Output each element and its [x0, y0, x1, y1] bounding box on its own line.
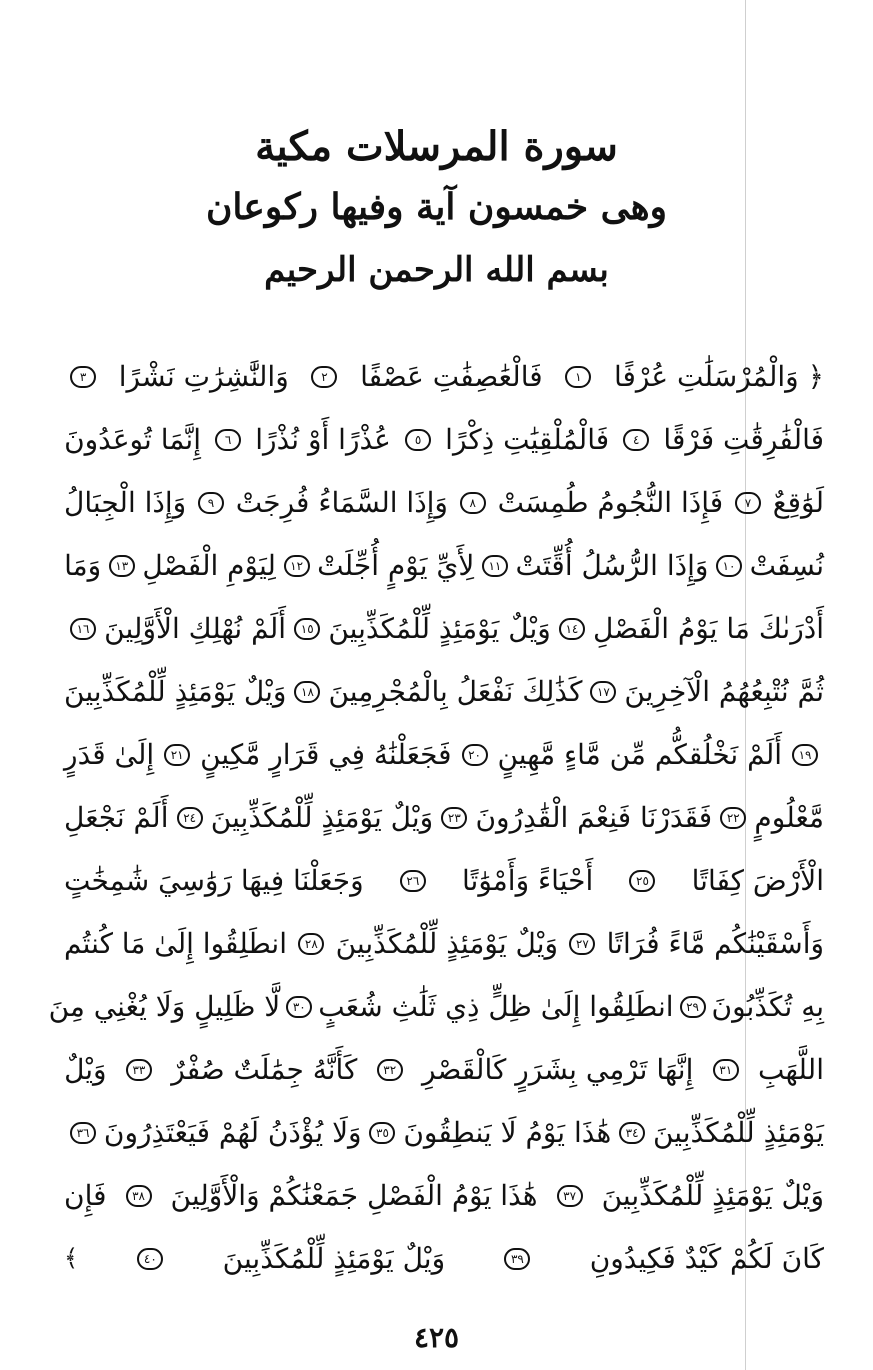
ayah-number-marker: ٢٧: [569, 933, 595, 955]
ayah-number-marker: ١٣: [109, 555, 135, 577]
verse-line: [64, 471, 824, 534]
ayah-number-marker: ٢٣: [441, 807, 467, 829]
verse-text: وَمَا: [64, 549, 102, 582]
verse-line: [64, 345, 824, 408]
verse-text: وَيْلٌ يَوْمَئِذٍ لِّلْمُكَذِّبِينَ: [601, 1179, 824, 1212]
verse-text: اللَّهَبِ: [758, 1053, 824, 1086]
ayah-number-marker: ١: [565, 366, 591, 388]
page-number: ٤٢٥: [413, 1321, 460, 1354]
verse-line: [64, 1038, 824, 1101]
ayah-number-marker: ٣٦: [70, 1122, 96, 1144]
ayah-number-marker: ٣٠: [286, 996, 312, 1018]
ayah-number-marker: ٢٦: [400, 870, 426, 892]
verse-line: [64, 1164, 824, 1227]
ayah-number-marker: ٢٥: [629, 870, 655, 892]
verse-text: أَدْرَىٰكَ مَا يَوْمُ الْفَصْلِ: [593, 612, 824, 645]
ayah-number-marker: ٢١: [164, 744, 190, 766]
verse-text: وَإِذَا السَّمَاءُ فُرِجَتْ: [235, 486, 448, 519]
verse-text: إِنَّمَا تُوعَدُونَ: [64, 423, 201, 456]
verse-text: يَوْمَئِذٍ لِّلْمُكَذِّبِينَ: [652, 1116, 824, 1149]
verse-text: انطَلِقُوا إِلَىٰ ظِلٍّ ذِي ثَلَٰثِ شُعَبٍ: [318, 990, 674, 1023]
surah-info: وهى خمسون آية وفيها ركوعان: [205, 186, 668, 228]
ayah-number-marker: ٩: [198, 492, 224, 514]
ayah-number-marker: ١٢: [284, 555, 310, 577]
verse-text: وَيْلٌ يَوْمَئِذٍ لِّلْمُكَذِّبِينَ: [210, 801, 434, 834]
ayah-number-marker: ٧: [735, 492, 761, 514]
ayah-number-marker: ٣٤: [619, 1122, 645, 1144]
verse-text: وَإِذَا الرُّسُلُ أُقِّتَتْ: [515, 549, 709, 582]
ayah-number-marker: ١٧: [590, 681, 616, 703]
verse-text: وَيْلٌ يَوْمَئِذٍ لِّلْمُكَذِّبِينَ: [64, 675, 287, 708]
ayah-number-marker: ٣٩: [504, 1248, 530, 1270]
ayah-number-marker: ٣٥: [369, 1122, 395, 1144]
verses-block: [48, 345, 824, 1290]
verse-text: أَلَمْ نَخْلُقكُّم مِّن مَّاءٍ مَّهِينٍ: [497, 738, 783, 771]
verse-line: [64, 912, 824, 975]
ayah-number-marker: ١١: [482, 555, 508, 577]
verse-text: انطَلِقُوا إِلَىٰ مَا كُنتُم: [64, 927, 288, 960]
ayah-number-marker: ٣٨: [126, 1185, 152, 1207]
verse-text: وَلَا يُؤْذَنُ لَهُمْ فَيَعْتَذِرُونَ: [103, 1116, 362, 1149]
verse-text: وَإِذَا الْجِبَالُ: [64, 486, 187, 519]
verse-text: بِهِ تُكَذِّبُونَ: [711, 990, 824, 1023]
ayah-number-marker: ٣٧: [557, 1185, 583, 1207]
verse-line: [64, 1227, 824, 1290]
verse-text: عُذْرًا أَوْ نُذْرًا: [255, 423, 391, 456]
ayah-number-marker: ٢٢: [720, 807, 746, 829]
ayah-number-marker: ١٩: [792, 744, 818, 766]
verse-text: وَيْلٌ يَوْمَئِذٍ لِّلْمُكَذِّبِينَ: [222, 1242, 446, 1275]
verse-text: وَأَسْقَيْنَٰكُم مَّاءً فُرَاتًا: [606, 927, 824, 960]
verse-text: فَإِذَا النُّجُومُ طُمِسَتْ: [497, 486, 724, 519]
verse-text: إِنَّهَا تَرْمِي بِشَرَرٍ كَالْقَصْرِ: [422, 1053, 694, 1086]
verse-text: فَالْفَٰرِقَٰتِ فَرْقًا: [663, 423, 824, 456]
verse-text: فَإِن: [64, 1179, 107, 1212]
verse-text: فَالْعَٰصِفَٰتِ عَصْفًا: [360, 360, 543, 393]
verse-line: [64, 723, 824, 786]
ayah-number-marker: ١٥: [294, 618, 320, 640]
ayah-number-marker: ٦: [215, 429, 241, 451]
verse-line: [64, 660, 824, 723]
verse-text: وَيْلٌ يَوْمَئِذٍ لِّلْمُكَذِّبِينَ: [328, 612, 551, 645]
ayah-number-marker: ٣٢: [377, 1059, 403, 1081]
verse-line: [48, 975, 824, 1038]
verse-text: فَجَعَلْنَٰهُ فِي قَرَارٍ مَّكِينٍ: [200, 738, 452, 771]
verse-line: [64, 534, 824, 597]
ayah-number-marker: ١٨: [294, 681, 320, 703]
verse-text: كَأَنَّهُ جِمَٰلَتٌ صُفْرٌ: [171, 1053, 358, 1086]
verse-line: [64, 408, 824, 471]
verse-text: لِيَوْمِ الْفَصْلِ: [142, 549, 276, 582]
ayah-number-marker: ٥: [405, 429, 431, 451]
verse-text: هَٰذَا يَوْمُ الْفَصْلِ جَمَعْنَٰكُمْ وَالْأَوَّلِينَ: [170, 1179, 538, 1212]
verse-text: لِأَيِّ يَوْمٍ أُجِّلَتْ: [317, 549, 475, 582]
ayah-number-marker: ٣٣: [126, 1059, 152, 1081]
verse-text: مَّعْلُومٍ: [754, 801, 824, 834]
verse-text: لَوَٰقِعٌ: [772, 486, 824, 519]
verse-line: [64, 786, 824, 849]
verse-text: أَلَمْ نُهْلِكِ الْأَوَّلِينَ: [104, 612, 287, 645]
verse-text: أَحْيَاءً وَأَمْوَٰتًا: [462, 864, 594, 897]
verse-text: نُسِفَتْ: [749, 549, 824, 582]
ornament-bracket: ﴾: [64, 1244, 79, 1272]
verse-line: [64, 597, 824, 660]
surah-title: سورة المرسلات مكية: [255, 123, 618, 170]
ayah-number-marker: ٣١: [713, 1059, 739, 1081]
verse-line: [64, 849, 824, 912]
ayah-number-marker: ٢٩: [680, 996, 706, 1018]
verse-text: وَيْلٌ: [64, 1053, 107, 1086]
verse-text: فَقَدَرْنَا فَنِعْمَ الْقَٰدِرُونَ: [475, 801, 713, 834]
verse-text: كَذَٰلِكَ نَفْعَلُ بِالْمُجْرِمِينَ: [328, 675, 583, 708]
ayah-number-marker: ٢٨: [298, 933, 324, 955]
verse-text: لَّا ظَلِيلٍ وَلَا يُغْنِي مِنَ: [48, 990, 281, 1023]
verse-text: وَجَعَلْنَا فِيهَا رَوَٰسِيَ شَٰمِخَٰتٍ: [64, 864, 364, 897]
ayah-number-marker: ٤٠: [137, 1248, 163, 1270]
verse-text: الْأَرْضَ كِفَاتًا: [691, 864, 824, 897]
verse-text: ﴿ وَالْمُرْسَلَٰتِ عُرْفًا: [614, 360, 824, 393]
verse-text: وَيْلٌ يَوْمَئِذٍ لِّلْمُكَذِّبِينَ: [335, 927, 559, 960]
verse-text: فَالْمُلْقِيَٰتِ ذِكْرًا: [445, 423, 610, 456]
verse-text: أَلَمْ نَجْعَلِ: [64, 801, 169, 834]
ayah-number-marker: ٣: [70, 366, 96, 388]
basmala: بسم الله الرحمن الرحيم: [264, 250, 609, 290]
ayah-number-marker: ٢٤: [177, 807, 203, 829]
ayah-number-marker: ١٠: [716, 555, 742, 577]
verse-text: هَٰذَا يَوْمُ لَا يَنطِقُونَ: [403, 1116, 612, 1149]
ayah-number-marker: ٨: [460, 492, 486, 514]
ayah-number-marker: ٤: [623, 429, 649, 451]
verse-text: إِلَىٰ قَدَرٍ: [64, 738, 155, 771]
verse-text: ثُمَّ نُتْبِعُهُمُ الْآخِرِينَ: [624, 675, 824, 708]
ayah-number-marker: ١٤: [559, 618, 585, 640]
ayah-number-marker: ١٦: [70, 618, 96, 640]
ayah-number-marker: ٢٠: [462, 744, 488, 766]
surah-header: [0, 118, 873, 302]
ayah-number-marker: ٢: [311, 366, 337, 388]
verse-text: وَالنَّٰشِرَٰتِ نَشْرًا: [118, 360, 289, 393]
verse-text: كَانَ لَكُمْ كَيْدٌ فَكِيدُونِ: [589, 1242, 824, 1275]
verse-line: [64, 1101, 824, 1164]
